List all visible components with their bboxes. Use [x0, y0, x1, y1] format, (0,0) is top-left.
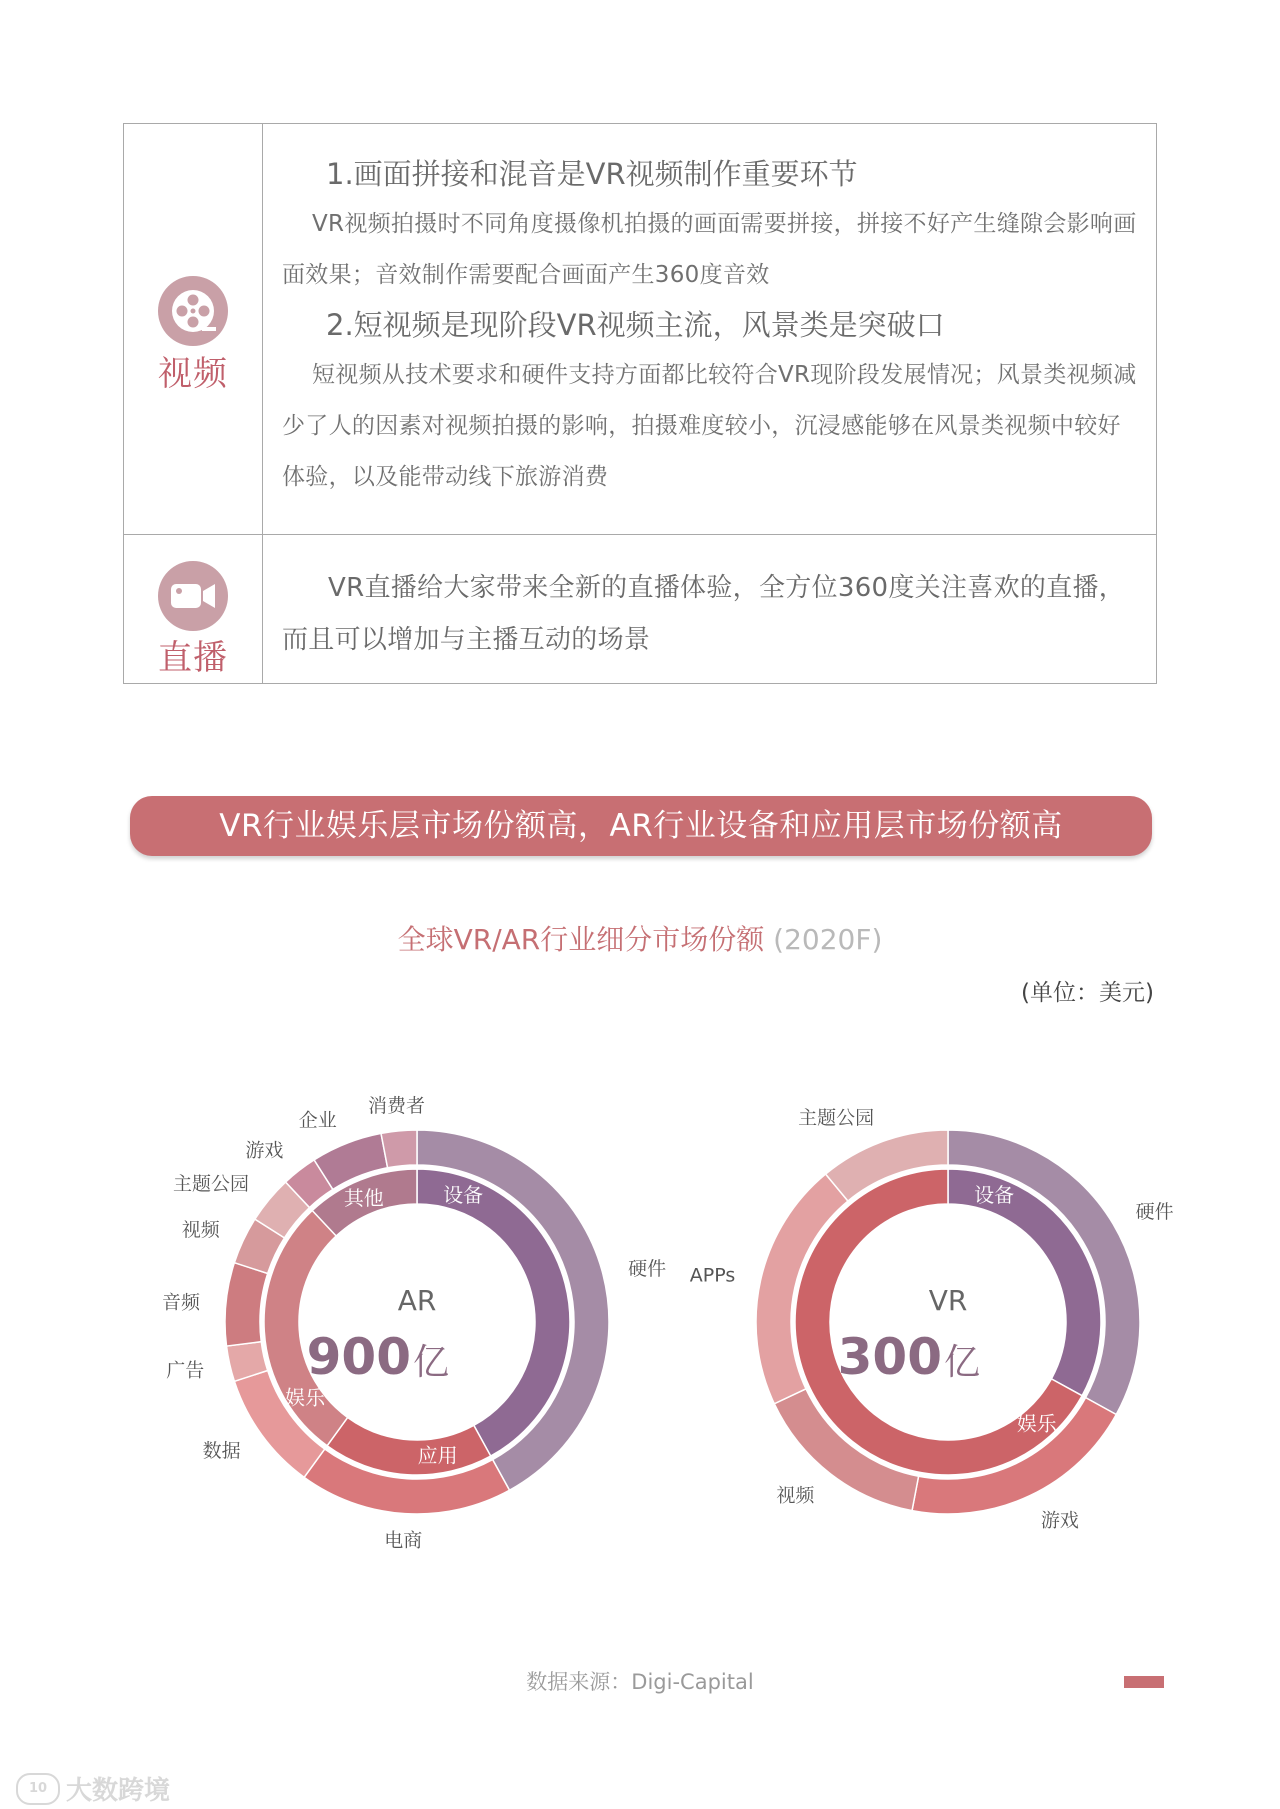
outer-segment-4 — [225, 1263, 268, 1346]
chart-title — [0, 918, 1280, 958]
video-text — [282, 152, 1142, 503]
section-banner: VR行业娱乐层市场份额高，AR行业设备和应用层市场份额高 — [130, 796, 1152, 856]
chart-title-year: (2020F) — [773, 923, 883, 956]
center-unit: 亿 — [944, 1342, 981, 1383]
table-row-live — [124, 534, 1156, 683]
category-label-video: 视频 — [158, 354, 228, 394]
outer-label-3: APPs — [689, 1264, 736, 1287]
inner-label-3: 其他 — [343, 1185, 384, 1210]
video-paragraph-1: VR视频拍摄时不同角度摄像机拍摄的画面需要拼接，拼接不好产生缝隙会影响画面效果；音效制作需要配合画面产生360度音效 — [282, 211, 1137, 288]
center-label: VR — [928, 1284, 968, 1317]
inner-label-0: 设备 — [974, 1183, 1015, 1208]
table-row-video — [124, 124, 1156, 535]
outer-label-4: 主题公园 — [798, 1106, 875, 1129]
video-heading-2: 2.短视频是现阶段VR视频主流，风景类是突破口 — [326, 308, 945, 342]
outer-label-4: 音频 — [161, 1291, 200, 1314]
category-label-live: 直播 — [158, 638, 228, 678]
outer-label-0: 硬件 — [628, 1257, 667, 1280]
category-cell-video — [124, 124, 262, 534]
watermark-logo: 10 — [16, 1773, 60, 1805]
film-reel-icon — [158, 276, 228, 346]
live-text — [282, 562, 1142, 666]
video-paragraph-2: 短视频从技术要求和硬件支持方面都比较符合VR现阶段发展情况；风景类视频减少了人的因素对视频拍摄的影响，拍摄难度较小，沉浸感能够在风景类视频中较好体验，以及能带动线下旅游消费 — [282, 362, 1137, 490]
live-paragraph: VR直播给大家带来全新的直播体验，全方位360度关注喜欢的直播，而且可以增加与主播互动的场景 — [282, 573, 1126, 655]
outer-label-8: 企业 — [298, 1109, 337, 1132]
inner-label-1: 应用 — [417, 1443, 458, 1468]
outer-segment-9 — [381, 1130, 417, 1168]
data-source: 数据来源：Digi-Capital — [526, 1670, 754, 1694]
center-value: 300 — [837, 1328, 942, 1386]
outer-label-2: 视频 — [776, 1484, 815, 1507]
donut-charts — [0, 1050, 1280, 1570]
center-unit: 亿 — [413, 1342, 450, 1383]
category-cell-live — [124, 534, 262, 683]
watermark-text: 大数跨境 — [66, 1776, 171, 1806]
video-camera-icon — [158, 561, 228, 631]
inner-label-2: 娱乐 — [285, 1385, 326, 1410]
outer-label-1: 游戏 — [1040, 1509, 1079, 1532]
center-label: AR — [397, 1284, 437, 1317]
outer-label-9: 消费者 — [367, 1094, 425, 1117]
center-value: 900 — [306, 1328, 411, 1386]
info-table — [123, 123, 1157, 684]
outer-label-2: 数据 — [202, 1440, 241, 1463]
watermark — [16, 1770, 170, 1807]
donut-ar — [162, 1095, 666, 1552]
inner-label-0: 设备 — [443, 1183, 484, 1208]
video-heading-1: 1.画面拼接和混音是VR视频制作重要环节 — [326, 157, 858, 191]
donut-vr — [690, 1107, 1174, 1531]
outer-label-5: 视频 — [181, 1219, 220, 1242]
outer-label-7: 游戏 — [245, 1139, 284, 1162]
outer-label-0: 硬件 — [1135, 1201, 1174, 1224]
page-marker — [1124, 1676, 1164, 1688]
chart-unit: (单位：美元) — [1021, 980, 1154, 1006]
inner-label-1: 娱乐 — [1016, 1411, 1057, 1436]
chart-title-text: 全球VR/AR行业细分市场份额 — [397, 923, 765, 956]
outer-label-3: 广告 — [166, 1359, 205, 1382]
outer-label-1: 电商 — [384, 1529, 423, 1552]
outer-label-6: 主题公园 — [173, 1173, 250, 1196]
